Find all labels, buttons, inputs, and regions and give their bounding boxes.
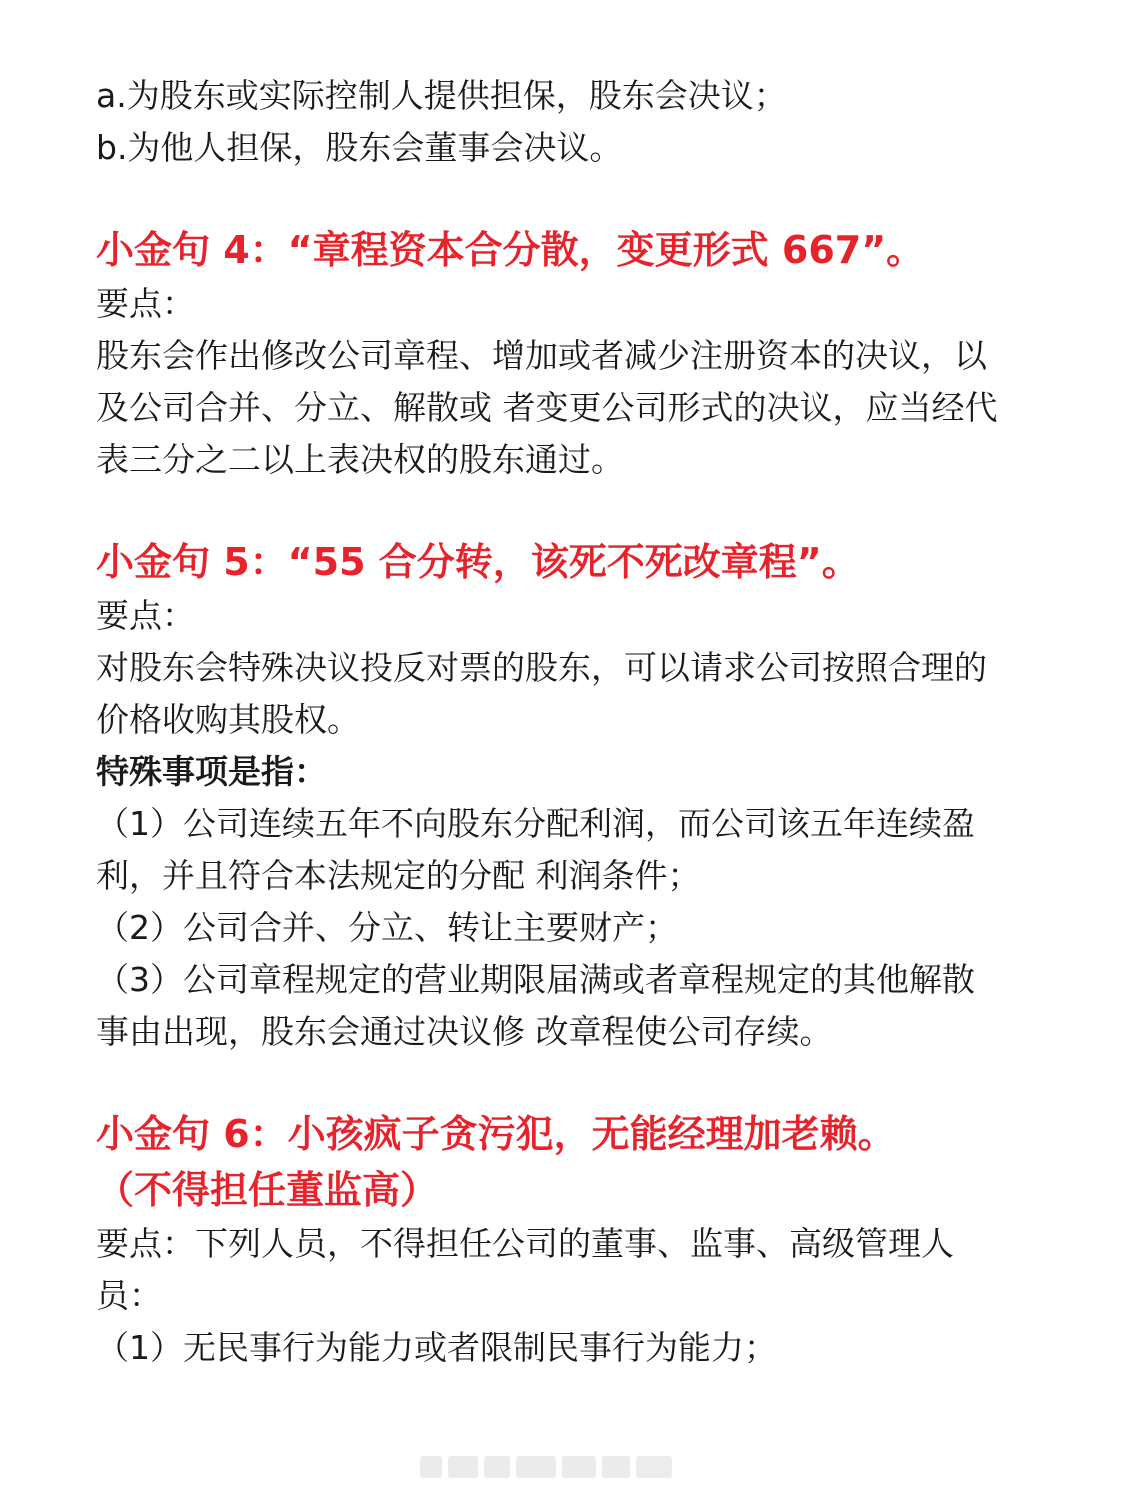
section-4-heading: 小金句 4：“章程资本合分散，变更形式 667”。 <box>96 228 925 272</box>
spacer <box>96 1058 1056 1106</box>
section-6-subheading: （不得担任董监高） <box>96 1168 439 1212</box>
section-5-heading: 小金句 5：“55 合分转，该死不死改章程”。 <box>96 540 860 584</box>
section-6-item-line: （1）无民事行为能力或者限制民事行为能力； <box>96 1328 777 1367</box>
section-4-body-line: 股东会作出修改公司章程、增加或者减少注册资本的决议，以 <box>96 336 987 375</box>
watermark-glyph <box>516 1456 556 1478</box>
section-6-heading: 小金句 6：小孩疯子贪污犯，无能经理加老赖。 <box>96 1112 896 1156</box>
section-6-points-line: 要点：下列人员，不得担任公司的董事、监事、高级管理人 <box>96 1224 954 1263</box>
spacer <box>96 486 1056 534</box>
section-5-body-line: 价格收购其股权。 <box>96 700 360 739</box>
document-page <box>96 70 1056 1374</box>
special-matter-line: （1）公司连续五年不向股东分配利润，而公司该五年连续盈 <box>96 804 975 843</box>
special-matter-line: （2）公司合并、分立、转让主要财产； <box>96 908 678 947</box>
watermark <box>420 1456 680 1480</box>
watermark-glyph <box>562 1456 596 1478</box>
guarantee-item-b: b.为他人担保，股东会董事会决议。 <box>96 128 623 167</box>
section-4-body-line: 表三分之二以上表决权的股东通过。 <box>96 440 624 479</box>
section-4-points-label: 要点： <box>96 284 195 323</box>
spacer <box>96 174 1056 222</box>
watermark-glyph <box>420 1456 442 1478</box>
guarantee-item-a: a.为股东或实际控制人提供担保，股东会决议； <box>96 76 787 115</box>
watermark-glyph <box>636 1456 672 1478</box>
special-matter-line: 利，并且符合本法规定的分配 利润条件； <box>96 856 701 895</box>
section-5-body-line: 对股东会特殊决议投反对票的股东，可以请求公司按照合理的 <box>96 648 987 687</box>
watermark-glyph <box>602 1456 630 1478</box>
special-matter-line: （3）公司章程规定的营业期限届满或者章程规定的其他解散 <box>96 960 975 999</box>
section-4-body-line: 及公司合并、分立、解散或 者变更公司形式的决议，应当经代 <box>96 388 998 427</box>
special-matters-label: 特殊事项是指： <box>96 752 327 791</box>
section-6-points-line: 员： <box>96 1276 162 1315</box>
watermark-glyph <box>484 1456 510 1478</box>
watermark-glyph <box>448 1456 478 1478</box>
section-5-points-label: 要点： <box>96 596 195 635</box>
special-matter-line: 事由出现，股东会通过决议修 改章程使公司存续。 <box>96 1012 833 1051</box>
